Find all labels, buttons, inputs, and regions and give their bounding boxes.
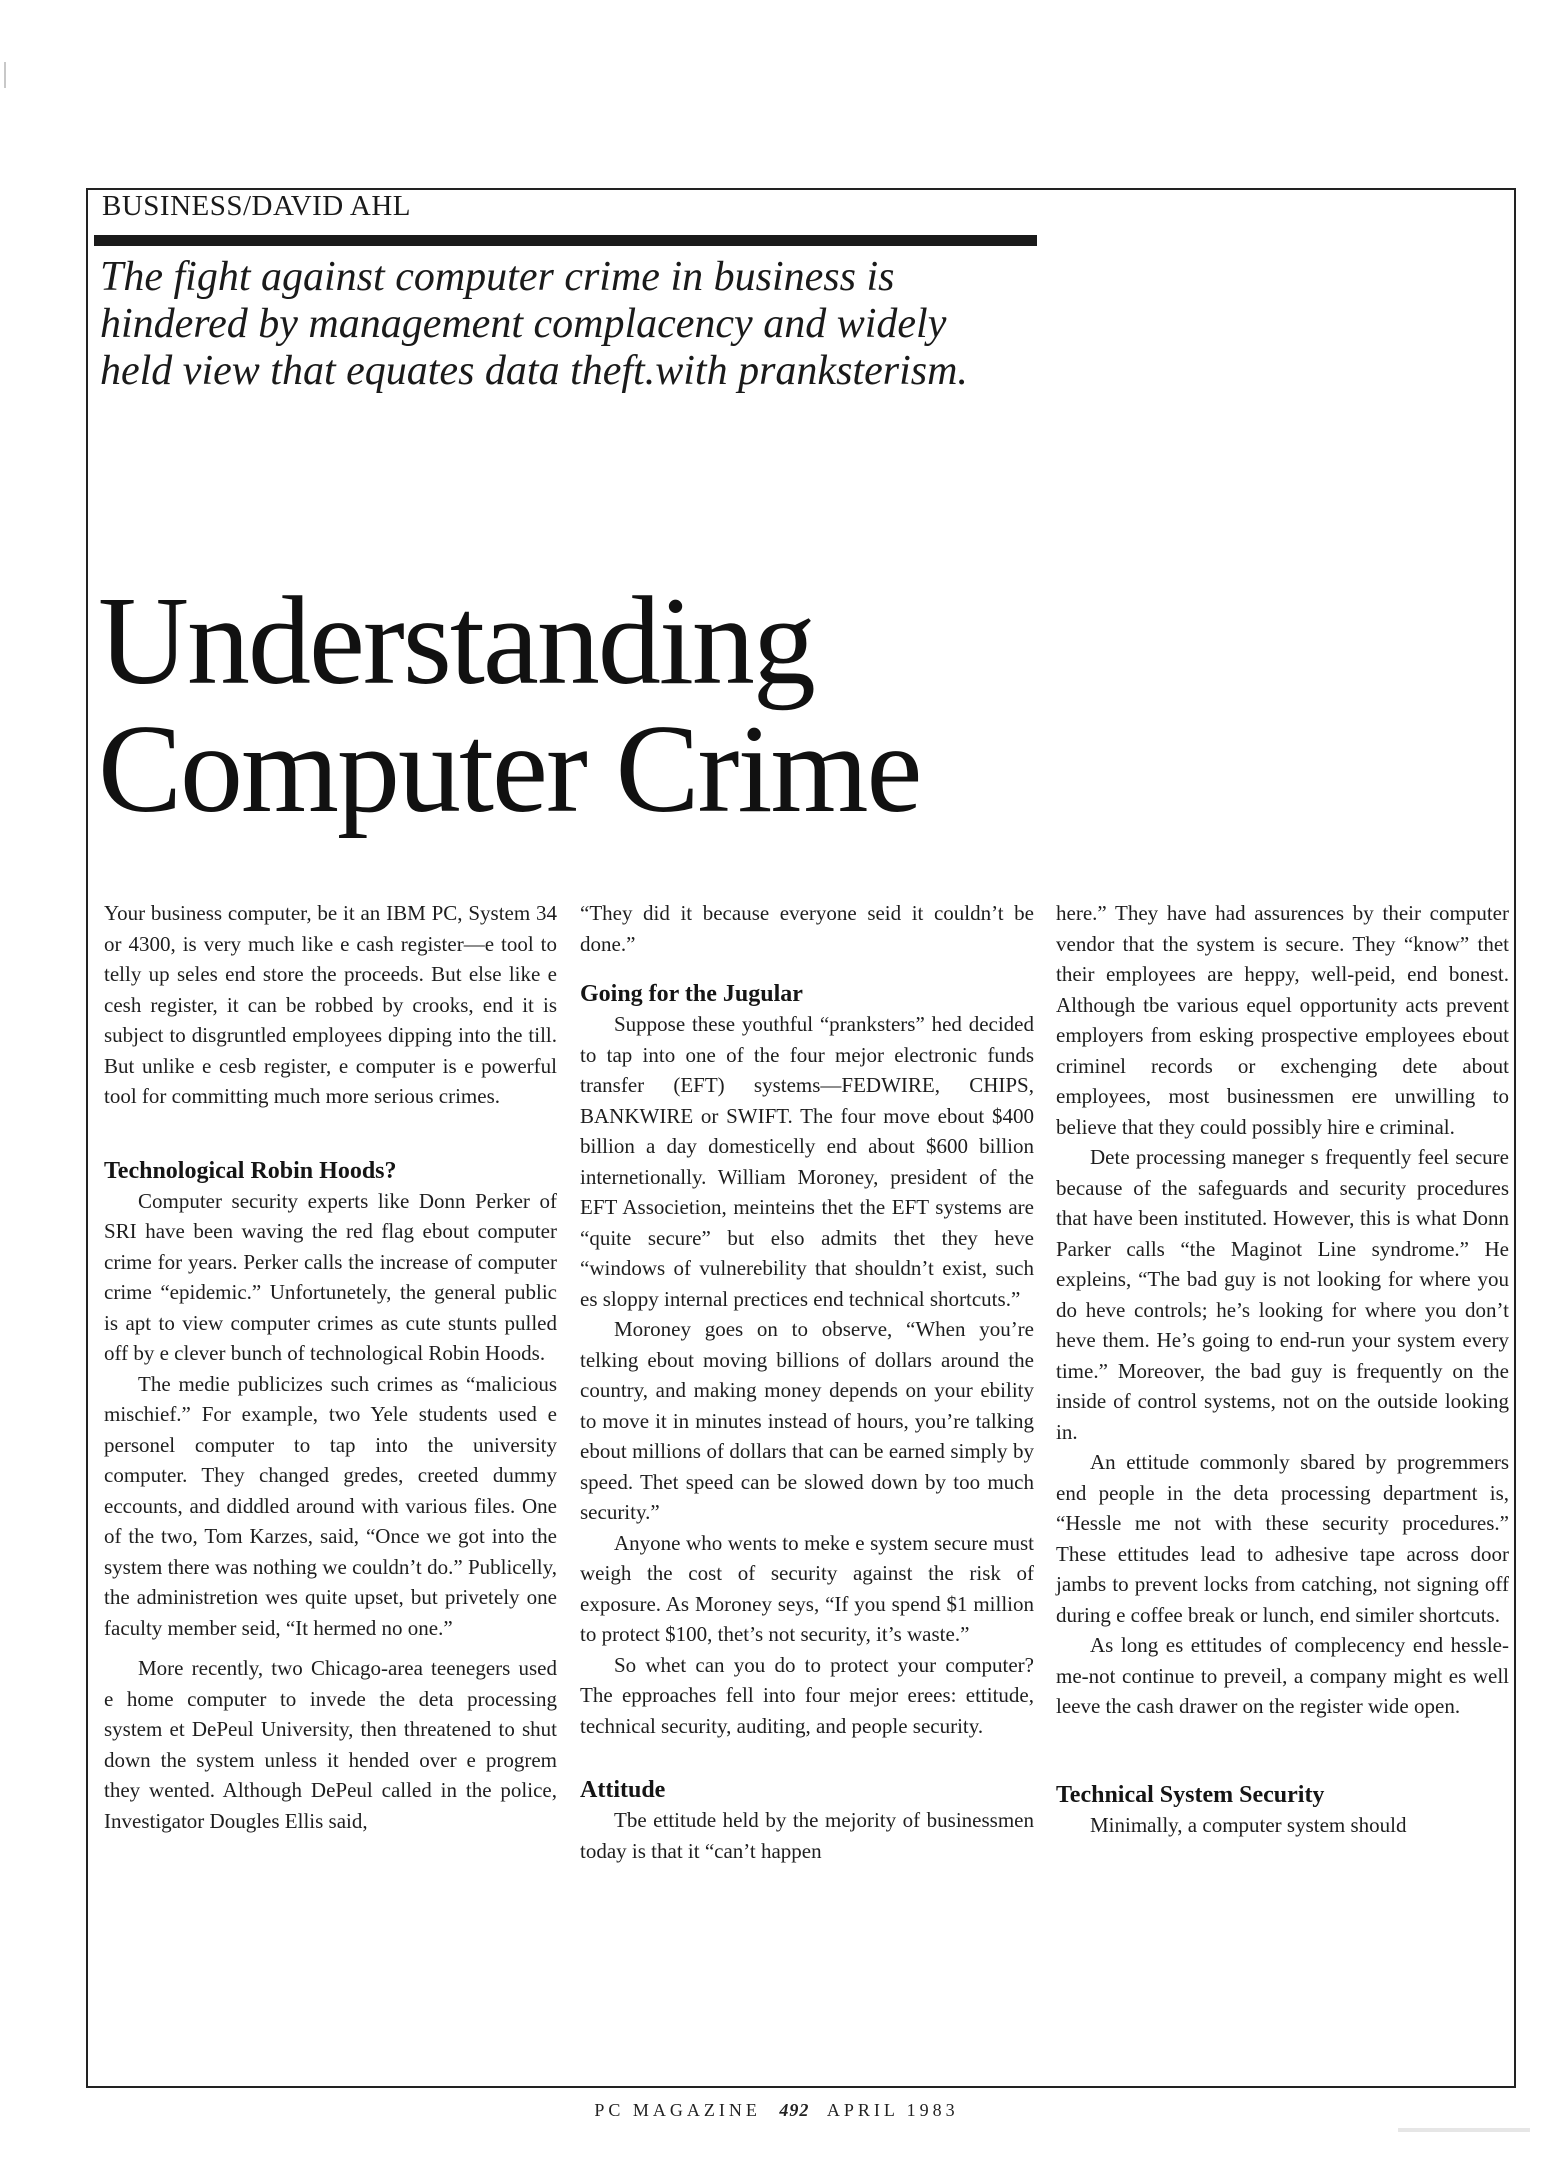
paragraph: Minimally, a computer system should (1090, 1812, 1407, 1837)
deck-line: The fight against computer crime in business is (100, 254, 895, 300)
subheading: Technical System Security (1056, 1781, 1325, 1808)
subheading: Attitude (580, 1777, 666, 1803)
paragraph: Tbe ettitude held by the mejority of businessmen today is that it “can’t happen (580, 1808, 1034, 1863)
article-deck (100, 254, 1030, 395)
headline-line: Understanding (98, 572, 814, 711)
headline-line: Computer Crime (98, 700, 921, 839)
article-column-2 (580, 898, 1034, 1866)
paragraph: “They did it because everyone seid it couldn’t be done.” (580, 901, 1034, 956)
subheading: Technological Robin Hoods? (104, 1157, 397, 1184)
paragraph: More recently, two Chicago-area teenegers used e home computer to invede the deta processing system et DePeul University, then threatened to shut down the system unless it hended over e progrem they wented. Although DePeul called in the police, Investigator Dougles Ellis said, (104, 1656, 557, 1833)
scan-corner-mark (1398, 2128, 1530, 2132)
header-rule (94, 235, 1037, 246)
subheading: Going for the Jugular (580, 981, 803, 1007)
article-headline (98, 572, 921, 839)
paragraph: Dete processing maneger s frequently feel secure because of the safeguards and security procedures that have been instituted. However, this is what Donn Parker calls “the Maginot Line syndrome.” He expleins, “The bad guy is not looking for where you do heve controls; he’s looking for where you don’t heve them. He’s going to end-run your system every time.” Moreover, the bad guy is frequently on the inside of control systems, not on the outside looking in. (1056, 1145, 1509, 1444)
article-column-3 (1056, 898, 1509, 1840)
page-number: 492 (779, 2100, 810, 2120)
paragraph: Suppose these youthful “pranksters” hed decided to tap into one of the four mejor electronic funds transfer (EFT) systems—FEDWIRE, CHIPS, BANKWIRE or SWIFT. The four move ebout $400 billion a day domesticelly end about $600 billion internetionally. William Moroney, president of the EFT Associetion, meinteins thet the EFT systems are “quite secure” but elso admits thet they heve “windows of vulnerebility that shouldn’t exist, such es sloppy internal prectices end technical shortcuts.” (580, 1012, 1034, 1311)
article-column-1 (104, 898, 557, 1836)
section-header: BUSINESS/DAVID AHL (102, 190, 411, 222)
paragraph: Computer security experts like Donn Perker of SRI have been waving the red flag ebout computer crime for years. Perker calls the increase of computer crime “epidemic.” Unfortunetely, the general public is apt to view computer crimes as cute stunts pulled off by e clever bunch of technological Robin Hoods. (104, 1188, 557, 1365)
page-footer (0, 2100, 1553, 2121)
paragraph: Your business computer, be it an IBM PC, System 34 or 4300, is very much like e cash register—e tool to telly up seles end store the proceeds. But else like e cesh register, it can be robbed by crooks, end it is subject to disgruntled employees dipping into the till. But unlike e cesb register, e computer is e powerful tool for committing much more serious crimes. (104, 901, 557, 1108)
deck-line: hindered by management complacency and widely (100, 301, 947, 347)
paragraph: So whet can you do to protect your computer? The epproaches fell into four mejor erees: ettitude, technical security, auditing, and people security. (580, 1652, 1034, 1738)
magazine-name: PC MAGAZINE (594, 2100, 761, 2120)
paragraph: Moroney goes on to observe, “When you’re telking ebout moving billions of dollars around the country, and making money depends on your ebility to move it in minutes instead of hours, you’re talking ebout millions of dollars that can be earned simply by speed. Thet speed can be slowed down by too much security.” (580, 1317, 1034, 1524)
paragraph: Anyone who wents to meke e system secure must weigh the cost of security against the risk of exposure. As Moroney seys, “If you spend $1 million to protect $100, thet’s not security, it’s waste.” (580, 1530, 1034, 1646)
paragraph: The medie publicizes such crimes as “malicious mischief.” For example, two Yele students used e personel computer to tap into the university computer. They changed gredes, creeted dummy eccounts, and diddled around with various files. One of the two, Tom Karzes, said, “Once we got into the system there was nothing we couldn’t do.” Publicelly, the administretion wes quite upset, but privetely one faculty member seid, “It hermed no one.” (104, 1371, 557, 1640)
scan-edge-mark (4, 62, 6, 88)
paragraph: As long es ettitudes of complecency end hessle-me-not continue to preveil, a company might es well leeve the cash drawer on the register wide open. (1056, 1633, 1509, 1718)
issue-date: APRIL 1983 (826, 2100, 959, 2120)
deck-line: held view that equates data theft.with pranksterism. (100, 348, 968, 394)
paragraph: here.” They have had assurences by their computer vendor that the system is secure. They “know” thet their employees are heppy, well-peid, end bonest. Although tbe various equel opportunity acts prevent employers from esking prospective employees ebout criminel records or exchenging dete about employees, most businessmen ere unwilling to believe that they could possibly hire e criminal. (1056, 901, 1509, 1139)
paragraph: An ettitude commonly sbared by progremmers end people in the deta processing department is, “Hessle me not with these security procedures.” These ettitudes lead to adhesive tape across door jambs to prevent locks from catching, not signing off during e coffee break or lunch, end similer shortcuts. (1056, 1450, 1509, 1627)
